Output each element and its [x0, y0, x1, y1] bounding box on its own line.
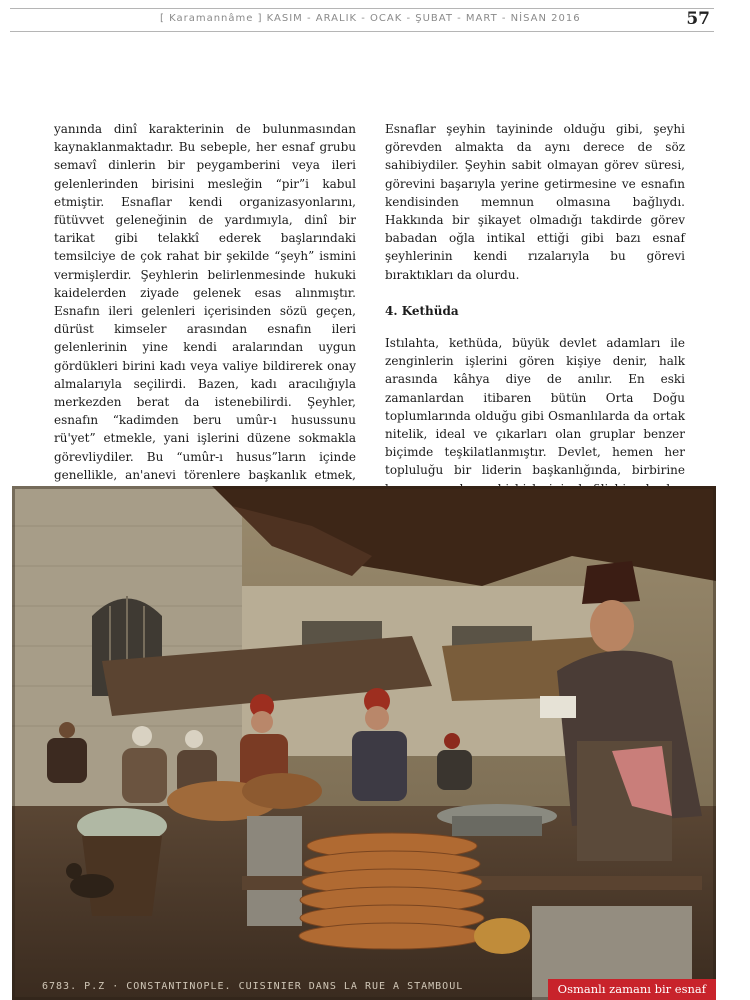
photo-badge: Osmanlı zamanı bir esnaf [548, 979, 716, 1000]
running-header [10, 8, 714, 32]
right-paragraph-1: Esnaflar şeyhin tayininde olduğu gibi, şeyhi görevden almakta da aynı derece de söz sahibiydiler. Şeyhin sabit olmayan görev süresi, görevini başarıyla yerine getirmesine ve esnafın kendisinden memnun olmasına bağlıydı. Hakkında bir şikayet olmadığı takdirde görev babadan oğla intikal ettiği gibi bazı esnaf şeyhlerinin kendi rızalarıyla bu görevi bıraktıkları da olurdu. [385, 122, 685, 282]
photo-caption: 6783. P.Z · CONSTANTINOPLE. CUISINIER DANS LA RUE A STAMBOUL [42, 981, 464, 992]
left-paragraph-1: yanında dinî karakterinin de bulunmasından kaynaklanmaktadır. Bu sebeple, her esnaf grubu semavî dinlerin bir peygamberini veya ileri gelenlerinden birisini mesleğin “pir”i kabul etmiştir. Esnaflar kendi organizasyonlarını, fütüvvet geleneğinin de yardımıyla, dinî bir tarikat gibi telakkî ederek başlarındaki temsilciye de çok rahat bir şekilde “şeyh” ismini vermişlerdir. Şeyhlerin belirlenmesinde hukuki kaidelerden ziyade gelenek esas alınmıştır. Esnafın ileri gelenleri içerisinden sözü geçen, dürüst kimseler arasından esnafın ileri gelenlerinin yine kendi aralarından uygun gördükleri birini kadı veya valiye bildirerek onay almalarıyla seçilirdi. Bazen, kadı aracılığıyla merkezden berat da istenebilirdi. Şeyhler, esnafın “kadimden beru umûr-ı husussunu rü'yet” etmekle, yani işlerini düzene sokmakla görevliydiler. Bu “umûr-ı husus”ların içinde genellikle, an'anevi törenlere başkanlık etmek, [54, 122, 356, 482]
page-number: 57 [686, 9, 710, 29]
photo-illustration [12, 486, 716, 1000]
section-heading-kethuda: 4. Kethüda [385, 303, 459, 318]
right-paragraph-2: Istılahta, kethüda, büyük devlet adamları ile zenginlerin işlerini gören kişiye denir, halk arasında kâhya diye de anılır. En eski zamanlardan itibaren bütün Orta Doğu toplumlarında olduğu gibi Osmanlılarda da ortak nitelik, ideal ve çıkarları olan gruplar benzer biçimde teşkilatlanmıştır. Devlet, hemen her topluluğu bir liderin başkanlığında, birbirine [385, 336, 685, 478]
journal-header-text: [ Karamannâme ] KASIM - ARALIK - OCAK - ŞUBAT - MART - NİSAN 2016 [160, 13, 581, 24]
street-vendor-photo [12, 486, 716, 1000]
